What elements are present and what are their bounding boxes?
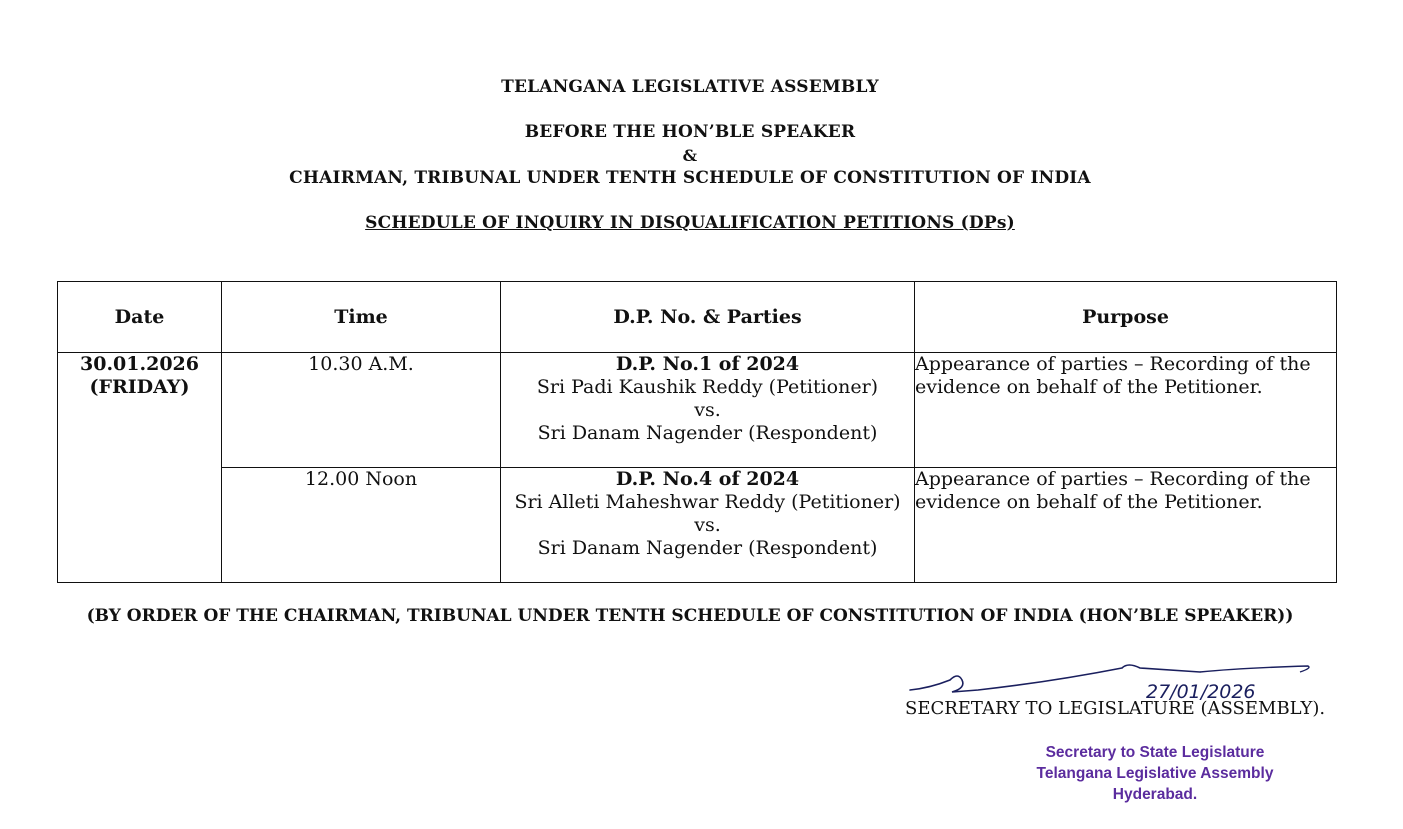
order-line: (BY ORDER OF THE CHAIRMAN, TRIBUNAL UNDER TENTH SCHEDULE OF CONSTITUTION OF INDIA (HON’BLE SPEAKER)) — [86, 606, 1294, 626]
parties-cell — [501, 353, 915, 468]
date-cell — [58, 353, 222, 583]
hearing-date: 30.01.2026 — [80, 353, 199, 375]
column-header-purpose: Purpose — [915, 282, 1337, 353]
stamp-line-1: Secretary to State Legislature — [1045, 744, 1265, 761]
secretary-designation: SECRETARY TO LEGISLATURE (ASSEMBLY). — [905, 698, 1326, 719]
versus-text: vs. — [694, 399, 721, 421]
column-header-time: Time — [222, 282, 501, 353]
dp-number: D.P. No.1 of 2024 — [615, 353, 800, 375]
schedule-title — [0, 213, 1380, 233]
purpose-cell: Appearance of parties – Recording of the evidence on behalf of the Petitioner. — [915, 468, 1337, 583]
ampersand-heading: & — [682, 146, 698, 165]
parties-cell — [501, 468, 915, 583]
schedule-table — [57, 281, 1337, 583]
petitioner-name: Sri Alleti Maheshwar Reddy (Petitioner) — [514, 491, 901, 513]
time-cell: 12.00 Noon — [222, 468, 501, 583]
column-header-date: Date — [58, 282, 222, 353]
schedule-title-text: SCHEDULE OF INQUIRY IN DISQUALIFICATION PETITIONS (DPs) — [365, 213, 1015, 233]
chairman-heading: CHAIRMAN, TRIBUNAL UNDER TENTH SCHEDULE OF CONSTITUTION OF INDIA — [289, 168, 1091, 188]
time-cell: 10.30 A.M. — [222, 353, 501, 468]
dp-number: D.P. No.4 of 2024 — [615, 468, 800, 490]
stamp-line-2: Telangana Legislative Assembly — [1036, 765, 1274, 782]
official-stamp — [1000, 742, 1310, 805]
versus-text: vs. — [694, 514, 721, 536]
respondent-name: Sri Danam Nagender (Respondent) — [537, 537, 878, 559]
table-row — [58, 468, 1337, 583]
petitioner-name: Sri Padi Kaushik Reddy (Petitioner) — [536, 376, 879, 398]
column-header-parties: D.P. No. & Parties — [501, 282, 915, 353]
table-header-row — [58, 282, 1337, 353]
hearing-day: (FRIDAY) — [89, 376, 190, 398]
assembly-heading: TELANGANA LEGISLATIVE ASSEMBLY — [501, 77, 879, 97]
respondent-name: Sri Danam Nagender (Respondent) — [537, 422, 878, 444]
signature-date: 27/01/2026 — [1146, 681, 1256, 703]
table-row — [58, 353, 1337, 468]
purpose-cell: Appearance of parties – Recording of the evidence on behalf of the Petitioner. — [915, 353, 1337, 468]
handwritten-signature — [900, 654, 1330, 704]
before-speaker-heading: BEFORE THE HON’BLE SPEAKER — [524, 122, 856, 142]
stamp-line-3: Hyderabad. — [1112, 786, 1198, 803]
